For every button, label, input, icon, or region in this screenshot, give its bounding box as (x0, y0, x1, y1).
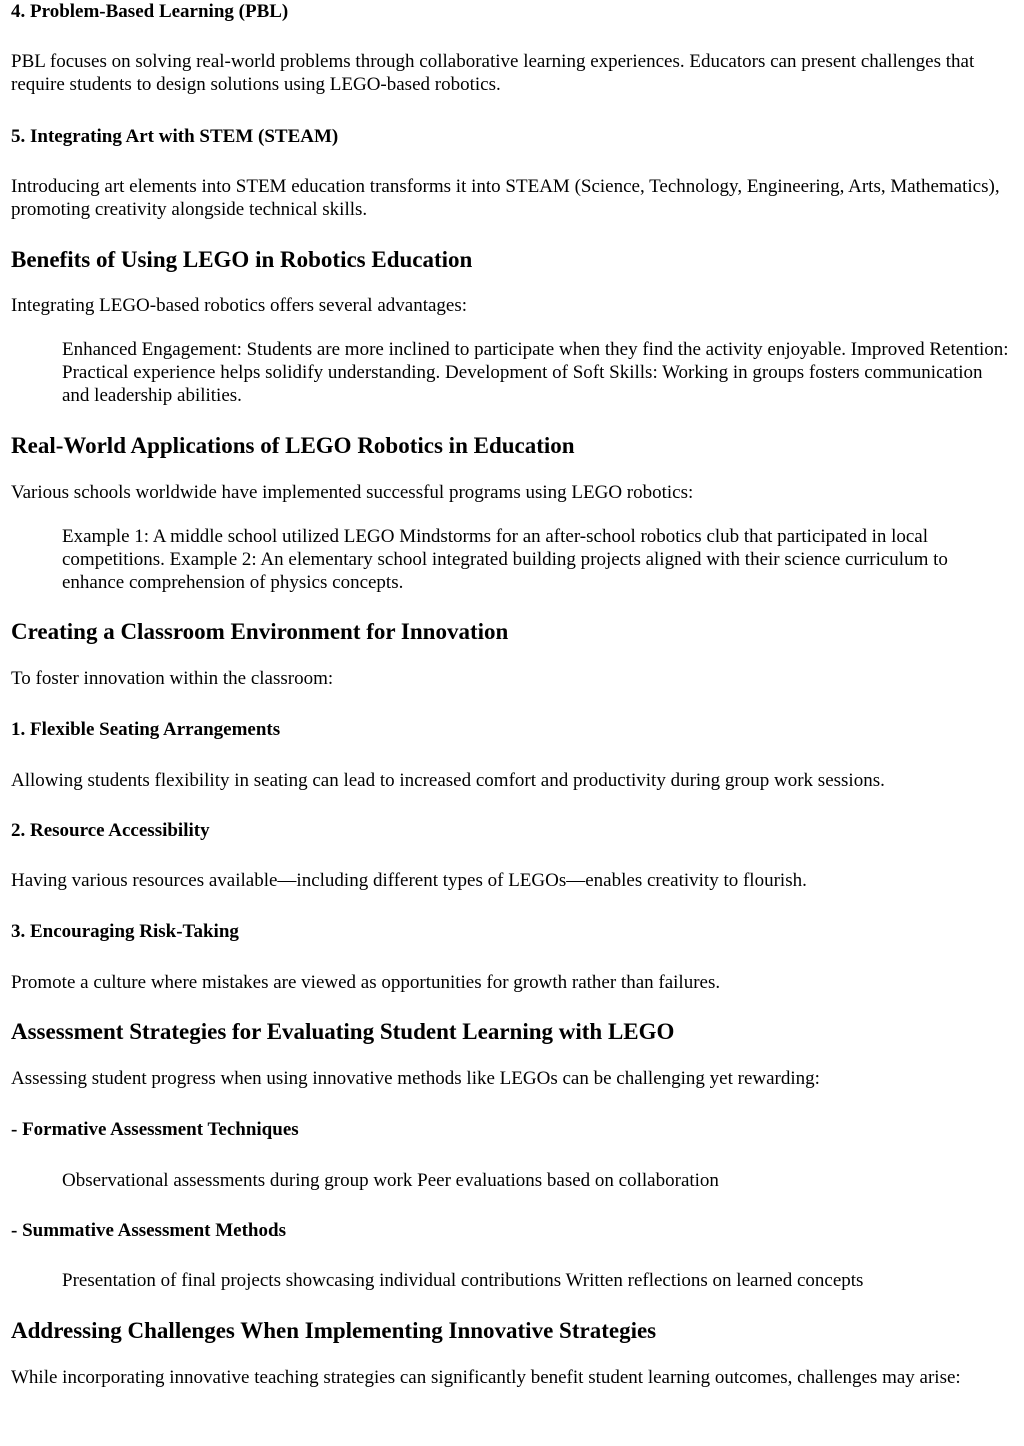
applications-quote: Example 1: A middle school utilized LEGO Mindstorms for an after-school robotics club that participated in local competitions. Example 2: An elementary school integrated building projects aligned with their science curriculum to enhance comprehension of physics concepts. (62, 526, 948, 593)
benefits-quote: Enhanced Engagement: Students are more inclined to participate when they find the activity enjoyable. Improved Retention: Practical experience helps solidify understanding. Development of Soft Skills: Working in groups fosters communication and leadership abilities. (62, 339, 1009, 406)
seating-paragraph: Allowing students flexibility in seating can lead to increased comfort and productivity during group work sessions. (11, 770, 885, 791)
assessment-intro: Assessing student progress when using innovative methods like LEGOs can be challenging yet rewarding: (11, 1068, 820, 1089)
benefits-heading: Benefits of Using LEGO in Robotics Education (11, 247, 473, 272)
formative-heading: - Formative Assessment Techniques (11, 1119, 299, 1140)
benefits-intro: Integrating LEGO-based robotics offers several advantages: (11, 295, 468, 316)
formative-quote: Observational assessments during group work Peer evaluations based on collaboration (62, 1170, 719, 1191)
pbl-heading: 4. Problem-Based Learning (PBL) (11, 1, 289, 22)
resource-paragraph: Having various resources available—including different types of LEGOs—enables creativity to flourish. (11, 870, 807, 891)
steam-paragraph: Introducing art elements into STEM education transforms it into STEAM (Science, Technology, Engineering, Arts, Mathematics), promoting creativity alongside technical skills. (11, 176, 1000, 220)
risk-paragraph: Promote a culture where mistakes are viewed as opportunities for growth rather than failures. (11, 972, 721, 993)
applications-heading: Real-World Applications of LEGO Robotics in Education (11, 433, 575, 458)
summative-quote: Presentation of final projects showcasing individual contributions Written reflections on learned concepts (62, 1270, 864, 1291)
classroom-intro: To foster innovation within the classroom: (11, 668, 334, 689)
summative-heading: - Summative Assessment Methods (11, 1220, 286, 1241)
steam-heading: 5. Integrating Art with STEM (STEAM) (11, 126, 339, 147)
pbl-paragraph: PBL focuses on solving real-world problems through collaborative learning experiences. Educators can present challenges that require students to design solutions using LEGO-based robotics. (11, 51, 975, 95)
applications-intro: Various schools worldwide have implemented successful programs using LEGO robotics: (11, 482, 694, 503)
seating-heading: 1. Flexible Seating Arrangements (11, 719, 281, 740)
resource-heading: 2. Resource Accessibility (11, 820, 210, 841)
assessment-heading: Assessment Strategies for Evaluating Student Learning with LEGO (11, 1019, 675, 1044)
challenges-intro: While incorporating innovative teaching strategies can significantly benefit student learning outcomes, challenges may arise: (11, 1367, 961, 1388)
risk-heading: 3. Encouraging Risk-Taking (11, 921, 239, 942)
challenges-heading: Addressing Challenges When Implementing Innovative Strategies (11, 1318, 657, 1343)
classroom-heading: Creating a Classroom Environment for Innovation (11, 619, 509, 644)
